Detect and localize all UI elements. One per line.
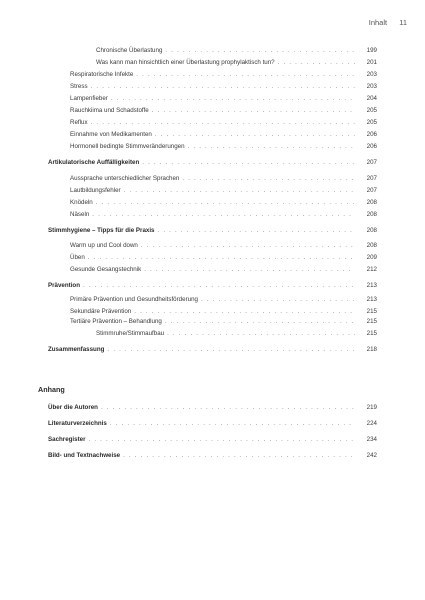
toc-entry-page: 215 [366,318,377,325]
toc-entry [70,131,377,139]
leader-dots [91,83,355,91]
toc-entry [70,242,377,250]
toc-entry-page: 205 [366,119,377,126]
toc-entry [70,296,377,304]
toc-entry-label: Näseln [70,211,90,218]
toc-entry [70,175,377,183]
toc-entry-label: Einnahme von Medikamenten [70,131,152,138]
toc-entry-label: Tertiäre Prävention – Behandlung [70,318,162,325]
toc-entry-label: Hormonell bedingte Stimmveränderungen [70,143,185,150]
toc-entry-page: 201 [366,59,377,66]
leader-dots [157,227,355,235]
leader-dots [136,71,355,79]
toc-entry-label: Respiratorische Infekte [70,71,134,78]
toc-entry [70,187,377,195]
toc-entry-label: Stimmhygiene – Tipps für die Praxis [48,227,155,234]
toc-chapter [48,404,377,412]
leader-dots [110,420,355,428]
toc-entry-page: 208 [366,199,377,206]
toc-entry [70,83,377,91]
toc-entry [70,95,377,103]
toc-entry-page: 218 [366,346,377,353]
toc-entry-label: Chronische Überlastung [96,47,163,54]
toc-entry-label: Reflux [70,119,88,126]
leader-dots [124,187,355,195]
toc-entry [70,211,377,219]
leader-dots [111,95,355,103]
leader-dots [155,131,355,139]
toc-entry-page: 206 [366,143,377,150]
toc-entry-page: 213 [366,282,377,289]
toc-entry [70,107,377,115]
toc-entry-page: 204 [366,95,377,102]
toc-entry-label: Üben [70,254,85,261]
toc-entry-label: Über die Autoren [48,404,98,411]
toc-entry [70,308,377,316]
leader-dots [182,175,355,183]
toc-entry-label: Primäre Prävention und Gesundheitsförderung [70,296,198,303]
leader-dots [88,254,355,262]
toc-entry [70,199,377,207]
toc-entry-label: Bild- und Textnachweise [48,452,121,459]
leader-dots [92,211,355,219]
leader-dots [142,159,355,167]
toc-entry-page: 207 [366,159,377,166]
toc-entry-label: Warm up und Cool down [70,242,138,249]
leader-dots [152,107,355,115]
toc-entry-page: 242 [366,452,377,459]
toc-entry [70,318,377,326]
toc-entry-page: 208 [366,242,377,249]
toc-entry-label: Literaturverzeichnis [48,420,107,427]
toc-entry [96,47,377,55]
toc-entry-page: 207 [366,175,377,182]
leader-dots [123,452,355,460]
leader-dots [201,296,355,304]
toc-entry [96,330,377,338]
toc-entry-page: 208 [366,211,377,218]
page-header [369,18,407,27]
header-page-number: 11 [399,18,407,27]
toc-entry-label: Was kann man hinsichtlich einer Überlastung prophylaktisch tun? [96,59,275,66]
toc-entry-label: Stimmruhe/Stimmaufbau [96,330,165,337]
toc-chapter [48,282,377,290]
leader-dots [83,282,355,290]
toc-entry-page: 206 [366,131,377,138]
toc-entry [70,266,377,274]
leader-dots [165,47,355,55]
toc-entry-label: Artikulatorische Auffälligkeiten [48,159,140,166]
toc-entry-label: Lautbildungsfehler [70,187,121,194]
toc-entry-label: Aussprache unterschiedlicher Sprachen [70,175,180,182]
toc-chapter [48,452,377,460]
leader-dots [188,143,355,151]
leader-dots [89,436,356,444]
leader-dots [165,318,355,326]
toc-entry-page: 224 [366,420,377,427]
toc-entry-label: Knödeln [70,199,93,206]
toc-entry-page: 199 [366,47,377,54]
toc-entry-page: 203 [366,71,377,78]
leader-dots [144,266,355,274]
toc-chapter [48,227,377,235]
appendix-title: Anhang [38,385,65,394]
toc-entry [70,254,377,262]
leader-dots [91,119,355,127]
toc-entry-page: 213 [366,296,377,303]
toc-entry-label: Sekundäre Prävention [70,308,132,315]
toc-entry-page: 209 [366,254,377,261]
toc-entry-label: Zusammenfassung [48,346,105,353]
toc-entry-page: 215 [366,308,377,315]
toc-entry-label: Lampenfieber [70,95,108,102]
toc-entry-page: 205 [366,107,377,114]
toc-chapter [48,420,377,428]
toc-entry-label: Gesunde Gesangstechnik [70,266,142,273]
toc-chapter [48,159,377,167]
toc-entry [70,143,377,151]
toc-entry-page: 234 [366,436,377,443]
toc-entry-label: Prävention [48,282,80,289]
leader-dots [278,59,355,67]
leader-dots [101,404,355,412]
toc-entry-label: Stress [70,83,88,90]
toc-entry-label: Rauchkiima und Schadstoffe [70,107,149,114]
toc-entry-page: 208 [366,227,377,234]
toc-entry [96,59,377,67]
toc-chapter [48,436,377,444]
leader-dots [167,330,355,338]
header-title: Inhalt [368,18,388,27]
toc-entry-page: 215 [366,330,377,337]
toc-chapter [48,346,377,354]
leader-dots [134,308,355,316]
leader-dots [96,199,355,207]
leader-dots [141,242,355,250]
toc-entry-page: 212 [366,266,377,273]
toc-entry-page: 219 [366,404,377,411]
toc-entry [70,71,377,79]
toc-entry-page: 203 [366,83,377,90]
leader-dots [107,346,355,354]
toc-entry [70,119,377,127]
toc-entry-label: Sachregister [48,436,86,443]
toc-entry-page: 207 [366,187,377,194]
